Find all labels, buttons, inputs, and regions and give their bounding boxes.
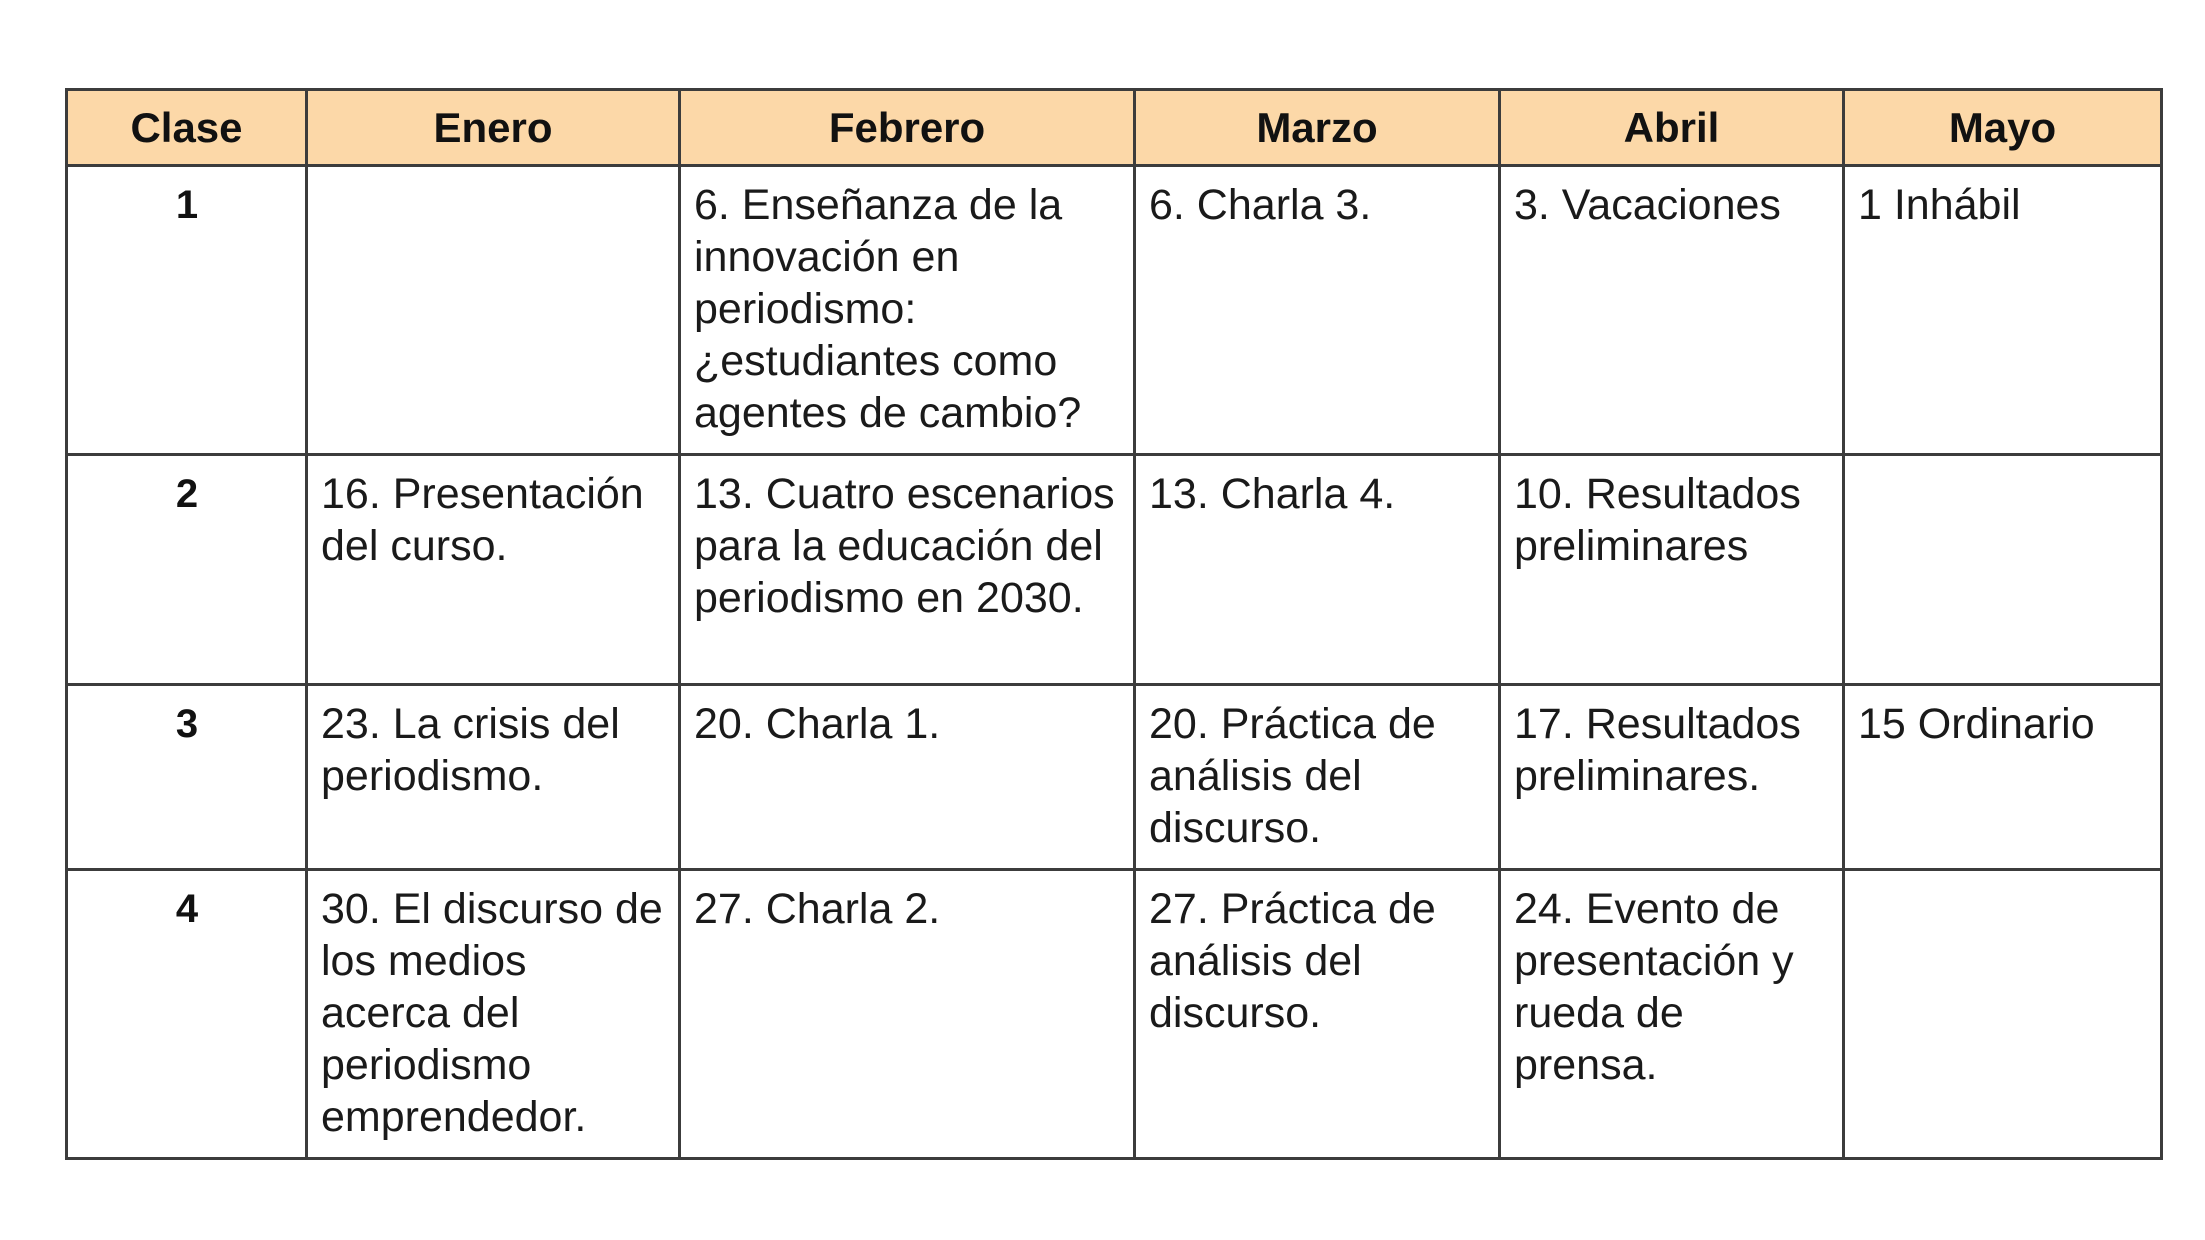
- cell-abril: 17. Resultados preliminares.: [1500, 685, 1844, 870]
- cell-marzo: 27. Práctica de análisis del discurso.: [1135, 870, 1500, 1159]
- cell-abril: 24. Evento de presentación y rueda de prensa.: [1500, 870, 1844, 1159]
- cell-mayo: [1844, 870, 2162, 1159]
- header-abril: Abril: [1500, 90, 1844, 166]
- cell-marzo: 13. Charla 4.: [1135, 455, 1500, 685]
- cell-clase: 1: [67, 166, 307, 455]
- cell-mayo: 15 Ordinario: [1844, 685, 2162, 870]
- table-row: [67, 870, 2162, 1159]
- cell-febrero: 13. Cuatro escenarios para la educación del periodismo en 2030.: [680, 455, 1135, 685]
- cell-marzo: 20. Práctica de análisis del discurso.: [1135, 685, 1500, 870]
- cell-enero: 16. Presentación del curso.: [307, 455, 680, 685]
- schedule-table: [65, 88, 2163, 1160]
- cell-enero: [307, 166, 680, 455]
- table-row: [67, 685, 2162, 870]
- header-marzo: Marzo: [1135, 90, 1500, 166]
- schedule-table-container: [65, 88, 2160, 1160]
- table-row: [67, 166, 2162, 455]
- cell-febrero: 27. Charla 2.: [680, 870, 1135, 1159]
- header-febrero: Febrero: [680, 90, 1135, 166]
- cell-clase: 2: [67, 455, 307, 685]
- header-row: [67, 90, 2162, 166]
- cell-mayo: 1 Inhábil: [1844, 166, 2162, 455]
- header-mayo: Mayo: [1844, 90, 2162, 166]
- cell-abril: 3. Vacaciones: [1500, 166, 1844, 455]
- cell-clase: 3: [67, 685, 307, 870]
- cell-febrero: 20. Charla 1.: [680, 685, 1135, 870]
- cell-febrero: 6. Enseñanza de la innovación en periodismo: ¿estudiantes como agentes de cambio?: [680, 166, 1135, 455]
- cell-marzo: 6. Charla 3.: [1135, 166, 1500, 455]
- table-row: [67, 455, 2162, 685]
- cell-enero: 30. El discurso de los medios acerca del periodismo emprendedor.: [307, 870, 680, 1159]
- cell-enero: 23. La crisis del periodismo.: [307, 685, 680, 870]
- cell-clase: 4: [67, 870, 307, 1159]
- cell-mayo: [1844, 455, 2162, 685]
- cell-abril: 10. Resultados preliminares: [1500, 455, 1844, 685]
- header-enero: Enero: [307, 90, 680, 166]
- header-clase: Clase: [67, 90, 307, 166]
